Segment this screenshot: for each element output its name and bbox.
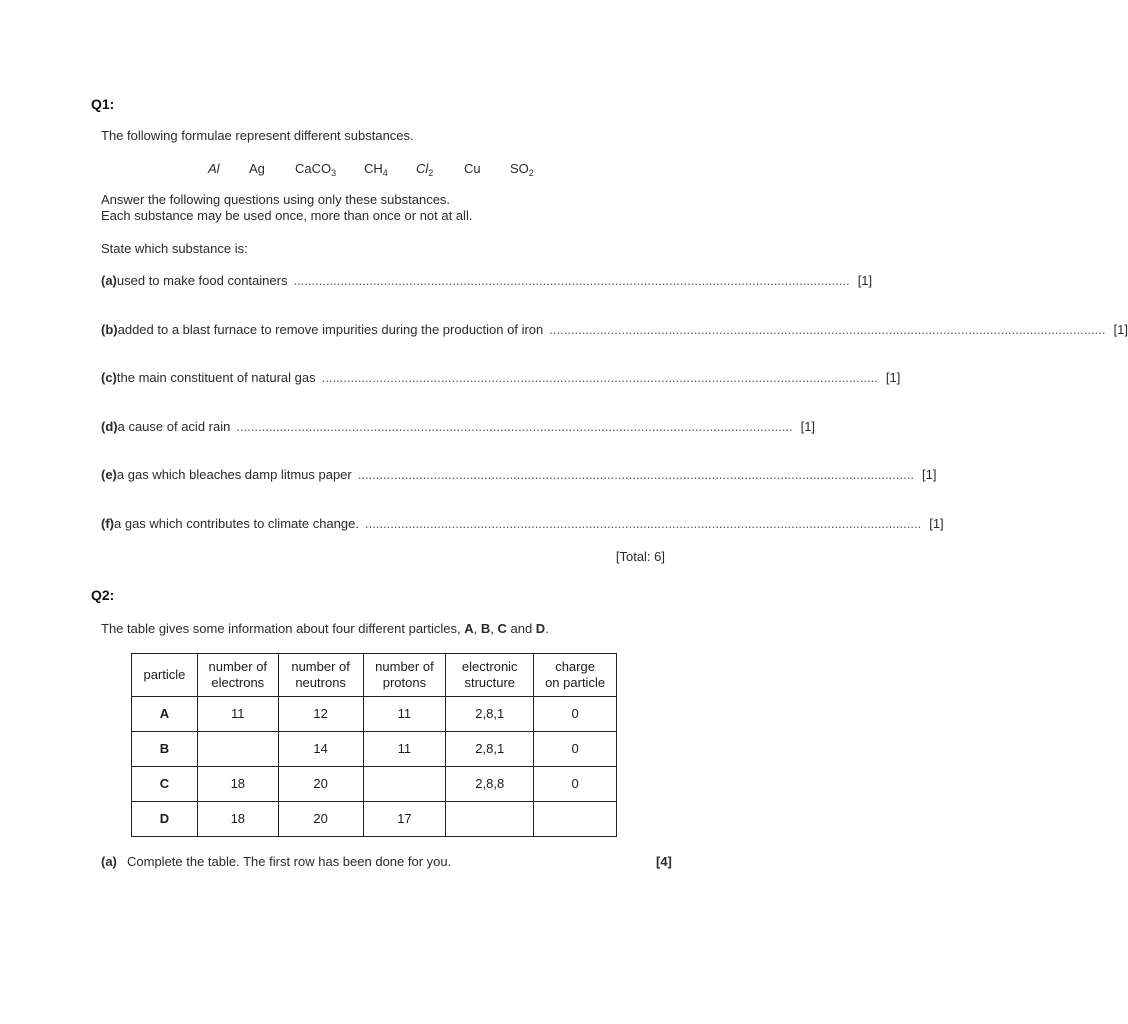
formula-ch4: $CH_4$ (364, 161, 388, 178)
q1-heading: Q1: (91, 96, 115, 112)
q1-intro: The following formulae represent different substances. (101, 128, 414, 143)
part-question: used to make food containers (116, 273, 288, 288)
header-particle: particle (132, 654, 198, 697)
q2-part-a (101, 854, 451, 869)
q1-part-a (101, 273, 873, 291)
header-structure: electronic structure (446, 654, 534, 697)
table-cell: 0 (534, 767, 617, 802)
part-label: (f) (101, 516, 114, 531)
q1-instruction-2: Each substance may be used once, more than once or not at all. (101, 208, 473, 223)
answer-line[interactable]: .......................................................................................................................................................... (357, 467, 914, 482)
part-question: Complete the table. The first row has been done for you. (127, 854, 452, 869)
q1-part-f (101, 516, 944, 534)
q1-state-prompt: State which substance is: (101, 241, 248, 256)
table-cell: 18 (197, 802, 278, 837)
header-charge: charge on particle (534, 654, 617, 697)
answer-line[interactable]: .......................................................................................................................................................... (236, 419, 793, 434)
part-label: (e) (101, 467, 117, 482)
table-cell: 11 (363, 697, 446, 732)
q1-instruction-1: Answer the following questions using only these substances. (101, 192, 451, 207)
particle-table (131, 653, 617, 837)
q2-heading: Q2: (91, 587, 115, 603)
table-cell: 0 (534, 732, 617, 767)
q2-intro: The table gives some information about four different particles, A, B, C and D. (101, 621, 549, 636)
table-row (132, 697, 617, 732)
table-cell: 12 (278, 697, 363, 732)
q1-total: [Total: 6] (615, 549, 665, 564)
table-cell-blank[interactable] (197, 732, 278, 767)
part-mark: [1] (885, 370, 901, 385)
answer-line[interactable]: .......................................................................................................................................................... (321, 370, 878, 385)
part-question: a gas which bleaches damp litmus paper (116, 467, 352, 482)
table-cell: 17 (363, 802, 446, 837)
table-cell: B (132, 732, 198, 767)
formula-list (208, 161, 534, 176)
table-cell: 2,8,1 (446, 732, 534, 767)
part-question: the main constituent of natural gas (116, 370, 316, 385)
answer-line[interactable]: .......................................................................................................................................................... (293, 273, 850, 288)
part-question: a cause of acid rain (117, 419, 231, 434)
part-label: (b) (101, 322, 118, 337)
table-cell: 18 (197, 767, 278, 802)
q1-part-d (101, 419, 816, 437)
header-neutrons: number of neutrons (278, 654, 363, 697)
part-mark: [1] (1113, 322, 1128, 337)
formula-cu: Cu (464, 161, 481, 176)
part-mark: [1] (857, 273, 873, 288)
table-cell: 20 (278, 802, 363, 837)
q2-part-a-mark: [4] (656, 854, 672, 869)
formula-cl2: $Cl_2$ (416, 161, 434, 178)
part-label: (a) (101, 273, 117, 288)
table-cell-blank[interactable] (446, 802, 534, 837)
table-cell: D (132, 802, 198, 837)
table-cell-blank[interactable] (363, 767, 446, 802)
formula-al: Al (208, 161, 220, 176)
header-electrons: number of electrons (197, 654, 278, 697)
table-row (132, 732, 617, 767)
table-cell: 2,8,8 (446, 767, 534, 802)
table-cell: 11 (363, 732, 446, 767)
table-cell: C (132, 767, 198, 802)
q1-part-c (101, 370, 901, 388)
table-cell: 0 (534, 697, 617, 732)
answer-line[interactable]: .......................................................................................................................................................... (549, 322, 1106, 337)
q1-part-b (101, 322, 1128, 340)
part-label: (d) (101, 419, 118, 434)
part-mark: [1] (921, 467, 937, 482)
table-cell: A (132, 697, 198, 732)
table-header-row (132, 654, 617, 697)
part-mark: [1] (800, 419, 816, 434)
table-cell: 2,8,1 (446, 697, 534, 732)
part-label: (a) (101, 854, 117, 869)
part-question: a gas which contributes to climate change. (114, 516, 359, 531)
formula-so2: $SO_2$ (510, 161, 534, 178)
header-protons: number of protons (363, 654, 446, 697)
q1-part-e (101, 467, 937, 485)
part-mark: [1] (929, 516, 944, 531)
table-row (132, 767, 617, 802)
table-cell-blank[interactable] (534, 802, 617, 837)
formula-caco3: CaCO$_3$ (295, 161, 337, 178)
part-label: (c) (101, 370, 117, 385)
table-cell: 14 (278, 732, 363, 767)
part-question: added to a blast furnace to remove impurities during the production of iron (117, 322, 544, 337)
table-row (132, 802, 617, 837)
formula-ag: Ag (249, 161, 265, 176)
table-cell: 11 (197, 697, 278, 732)
table-cell: 20 (278, 767, 363, 802)
answer-line[interactable]: .......................................................................................................................................................... (364, 516, 922, 531)
